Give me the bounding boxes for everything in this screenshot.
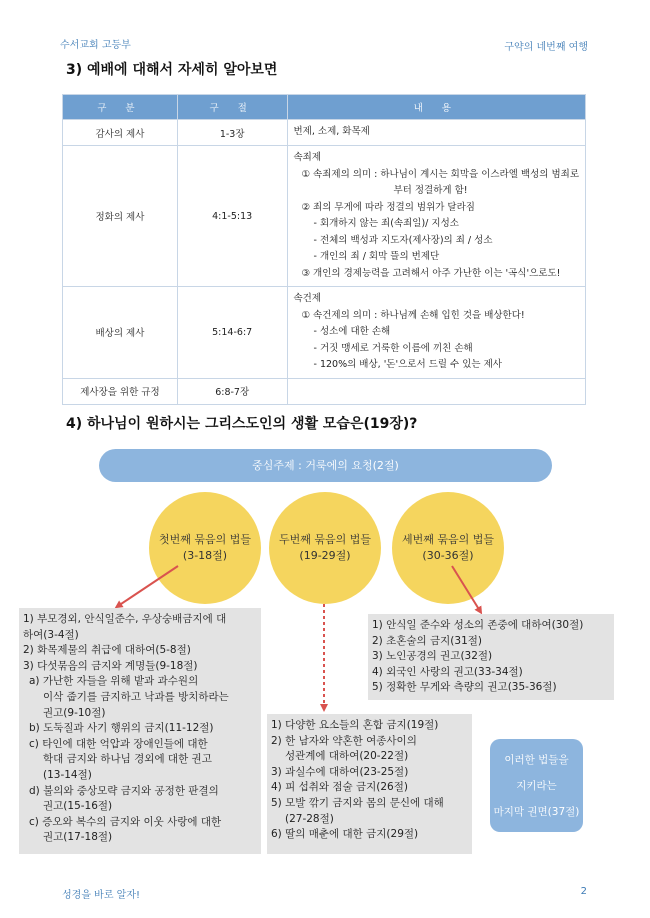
first-group-label: 첫번째 묶음의 법들(3-18절) [158, 533, 251, 562]
header-church-name: 수서교회 고등부 [60, 40, 131, 51]
table-header-row [63, 95, 586, 120]
header-series-title: 구약의 네번째 여행 [504, 42, 588, 53]
list-item: 4) 외국인 사랑의 권고(33-34절) [372, 665, 523, 678]
final-line: 이러한 법들을 [504, 754, 569, 766]
list-item: 성관계에 대하여(20-22절) [285, 750, 409, 763]
row-content [287, 287, 586, 379]
table-row [63, 120, 586, 146]
page-number: 2 [580, 886, 587, 897]
list-item: 6) 딸의 매춘에 대한 금지(29절) [271, 828, 419, 841]
list-item: 2) 한 남자와 약혼한 여종사이의 [271, 734, 417, 747]
column-header-content: 내 용 [287, 95, 586, 120]
third-group-label: 세번째 묶음의 법들(30-36절) [401, 533, 494, 562]
content-line: - 120%의 배상, '돈'으로서 드릴 수 있는 제사 [313, 359, 502, 370]
list-item: 3) 다섯묶음의 금지와 계명들(9-18절) [23, 659, 198, 672]
list-item: (13-14절) [43, 768, 92, 781]
content-line: 번제, 소제, 화목제 [293, 126, 370, 138]
footer-slogan: 성경을 바로 알자! [62, 890, 140, 901]
second-group-label: 두번째 묶음의 법들(19-29절) [278, 533, 371, 562]
final-line: 마지막 권면(37절) [493, 806, 580, 818]
table-row [63, 287, 586, 379]
row-verse: 5:14-6:7 [177, 287, 287, 379]
central-theme-banner: 중심주제 : 거룩에의 요청(2절) [99, 449, 552, 482]
row-name: 정화의 제사 [63, 146, 178, 287]
row-name: 제사장을 위한 규정 [63, 378, 178, 404]
row-content [287, 120, 586, 146]
list-item: a) 가난한 자들을 위해 밭과 과수원의 [29, 675, 199, 688]
section4-title: 4) 하나님이 원하시는 그리스도인의 생활 모습은(19장)? [66, 416, 418, 432]
list-item: 하여(3-4절) [23, 628, 79, 641]
third-group-box [368, 614, 614, 700]
content-line: - 거짓 맹세로 거룩한 이름에 끼친 손해 [313, 342, 473, 354]
content-line: - 개인의 죄 / 회막 뜰의 번제단 [313, 251, 440, 262]
list-item: 3) 과실수에 대하여(23-25절) [271, 765, 409, 778]
list-item: 권고(17-18절) [43, 831, 113, 844]
list-item: c) 타인에 대한 억압과 장애인들에 대한 [29, 737, 208, 750]
list-item: 2) 화목제물의 취급에 대하여(5-8절) [23, 644, 191, 657]
list-item: b) 도둑질과 사기 행위의 금지(11-12절) [29, 722, 214, 735]
content-line: 부터 정결하게 함! [393, 185, 468, 196]
content-line: ① 속죄제의 의미 : 하나님이 계시는 회막을 이스라엘 백성의 범죄로 [301, 168, 579, 180]
row-verse: 6:8-7장 [177, 378, 287, 404]
list-item: 5) 정확한 무게와 측량의 권고(35-36절) [372, 681, 557, 694]
second-group-box [267, 714, 472, 854]
worship-table [62, 94, 586, 405]
first-group-box [19, 608, 261, 854]
list-item: 권고(15-16절) [43, 800, 113, 813]
content-line: - 회개하지 않는 죄(속죄일)/ 지성소 [313, 218, 459, 229]
row-verse: 1-3장 [177, 120, 287, 146]
column-header-verse: 구 절 [177, 95, 287, 120]
row-name: 배상의 제사 [63, 287, 178, 379]
content-line: 속건제 [293, 293, 322, 304]
content-line: 속죄제 [293, 152, 322, 163]
list-item: 2) 초혼술의 금지(31절) [372, 634, 483, 647]
list-item: 권고(9-10절) [43, 706, 106, 719]
list-item: c) 증오와 복수의 금지와 이웃 사랑에 대한 [29, 815, 222, 828]
third-group-circle [392, 492, 504, 604]
table-row [63, 378, 586, 404]
list-item: 3) 노인공경의 권고(32절) [372, 650, 493, 663]
list-item: 1) 부모경외, 안식일준수, 우상숭배금지에 대 [23, 613, 227, 625]
list-item: 이삭 줍기를 금지하고 낙과를 방치하라는 [43, 690, 229, 703]
content-line: - 전체의 백성과 지도자(제사장)의 죄 / 성소 [313, 234, 493, 246]
content-line: ② 죄의 무게에 따라 정결의 범위가 달라짐 [301, 201, 475, 213]
row-verse: 4:1-5:13 [177, 146, 287, 287]
list-item: (27-28절) [285, 812, 334, 825]
list-item: 학대 금지와 하나님 경외에 대한 권고 [43, 753, 212, 766]
first-group-circle [149, 492, 261, 604]
final-line: 지키라는 [516, 780, 557, 792]
table-row [63, 146, 586, 287]
content-line: ① 속건제의 의미 : 하나님께 손해 입힌 것을 배상한다! [301, 309, 525, 321]
second-group-circle [269, 492, 381, 604]
column-header-category: 구 분 [63, 95, 178, 120]
list-item: 1) 다양한 요소들의 혼합 금지(19절) [271, 719, 439, 731]
content-line: - 성소에 대한 손해 [313, 326, 391, 337]
row-content [287, 378, 586, 404]
section3-title: 3) 예배에 대해서 자세히 알아보면 [66, 62, 278, 78]
row-name: 감사의 제사 [63, 120, 178, 146]
list-item: 5) 모발 깎기 금지와 몸의 문신에 대해 [271, 796, 444, 809]
list-item: 1) 안식일 준수와 성소의 존중에 대하여(30절) [372, 619, 584, 631]
list-item: 4) 피 섭취와 점술 금지(26절) [271, 781, 408, 794]
row-content [287, 146, 586, 287]
content-line: ③ 개인의 경제능력을 고려해서 아주 가난한 이는 '곡식'으로도! [301, 267, 561, 279]
final-exhortation-box [490, 739, 583, 832]
list-item: d) 불의와 중상모략 금지와 공정한 판결의 [29, 784, 219, 797]
